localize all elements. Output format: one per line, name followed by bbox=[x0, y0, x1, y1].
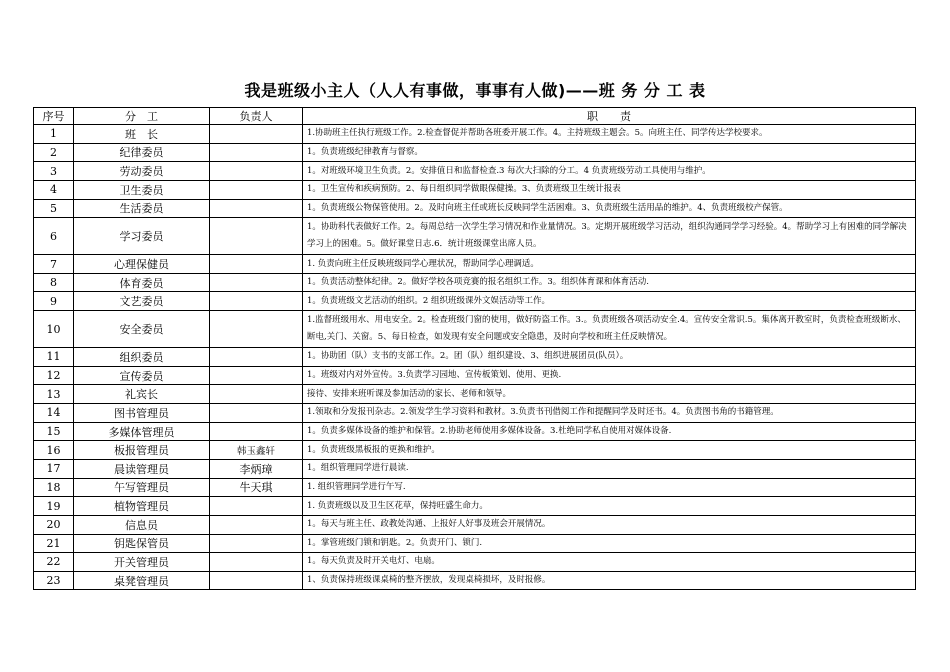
cell-duty: 1。负责班级纪律教育与督察。 bbox=[303, 143, 916, 162]
cell-role: 劳动委员 bbox=[74, 162, 210, 181]
cell-person bbox=[210, 348, 303, 367]
table-row bbox=[34, 478, 916, 497]
cell-person bbox=[210, 143, 303, 162]
cell-duty: 1。负责班级文艺活动的组织。2 组织班级课外文娱活动等工作。 bbox=[303, 292, 916, 311]
cell-person bbox=[210, 311, 303, 348]
cell-duty: 1。每天与班主任、政教处沟通、上报好人好事及班会开展情况。 bbox=[303, 515, 916, 534]
cell-role: 植物管理员 bbox=[74, 497, 210, 516]
cell-person: 李炳璋 bbox=[210, 459, 303, 478]
cell-person bbox=[210, 534, 303, 553]
cell-role: 图书管理员 bbox=[74, 404, 210, 423]
table-row bbox=[34, 180, 916, 199]
table-header-row bbox=[34, 108, 916, 125]
cell-role: 礼宾长 bbox=[74, 385, 210, 404]
cell-role: 钥匙保管员 bbox=[74, 534, 210, 553]
cell-duty: 1。负责班级黑板报的更换和维护。 bbox=[303, 441, 916, 460]
cell-role: 多媒体管理员 bbox=[74, 422, 210, 441]
table-row bbox=[34, 571, 916, 590]
cell-no: 1 bbox=[34, 125, 74, 144]
cell-duty: 1。掌管班级门锁和钥匙。2。负责开门、锁门. bbox=[303, 534, 916, 553]
cell-person bbox=[210, 292, 303, 311]
cell-no: 10 bbox=[34, 311, 74, 348]
header-role: 分 工 bbox=[74, 108, 210, 125]
cell-person bbox=[210, 255, 303, 274]
cell-no: 22 bbox=[34, 553, 74, 572]
cell-no: 19 bbox=[34, 497, 74, 516]
table-row bbox=[34, 218, 916, 255]
header-no: 序号 bbox=[34, 108, 74, 125]
cell-person bbox=[210, 273, 303, 292]
cell-duty: 1。班级对内对外宣传。3.负责学习园地、宣传板策划、使用、更换. bbox=[303, 366, 916, 385]
table-row bbox=[34, 459, 916, 478]
document-title: 我是班级小主人（人人有事做，事事有人做)——班 务 分 工 表 bbox=[244, 81, 706, 100]
cell-person bbox=[210, 385, 303, 404]
cell-role: 板报管理员 bbox=[74, 441, 210, 460]
cell-role: 生活委员 bbox=[74, 199, 210, 218]
cell-role: 学习委员 bbox=[74, 218, 210, 255]
cell-person bbox=[210, 125, 303, 144]
table-row bbox=[34, 311, 916, 348]
cell-role: 安全委员 bbox=[74, 311, 210, 348]
table-row bbox=[34, 143, 916, 162]
cell-no: 4 bbox=[34, 180, 74, 199]
cell-no: 20 bbox=[34, 515, 74, 534]
cell-duty: 1.协助班主任执行班级工作。2.检查督促并帮助各班委开展工作。4。主持班级主题会。5。向班主任、同学传达学校要求。 bbox=[303, 125, 916, 144]
cell-role: 班 长 bbox=[74, 125, 210, 144]
table-row bbox=[34, 162, 916, 181]
cell-no: 16 bbox=[34, 441, 74, 460]
table-row bbox=[34, 497, 916, 516]
table-row bbox=[34, 348, 916, 367]
table-row bbox=[34, 199, 916, 218]
cell-duty: 1。负责班级公物保管使用。2。及时向班主任或班长反映同学生活困难。3、负责班级生活用品的维护。4、负责班级校产保管。 bbox=[303, 199, 916, 218]
cell-person bbox=[210, 404, 303, 423]
cell-role: 午写管理员 bbox=[74, 478, 210, 497]
cell-duty: 接待、安排来班听课及参加活动的家长、老师和领导。 bbox=[303, 385, 916, 404]
cell-person bbox=[210, 422, 303, 441]
cell-role: 心理保健员 bbox=[74, 255, 210, 274]
cell-role: 开关管理员 bbox=[74, 553, 210, 572]
table-row bbox=[34, 404, 916, 423]
table-row bbox=[34, 255, 916, 274]
cell-role: 纪律委员 bbox=[74, 143, 210, 162]
table-row bbox=[34, 366, 916, 385]
cell-role: 桌凳管理员 bbox=[74, 571, 210, 590]
cell-person bbox=[210, 162, 303, 181]
cell-duty: 1。每天负责及时开关电灯、电扇。 bbox=[303, 553, 916, 572]
cell-duty: 1. 负责班级以及卫生区花草，保持旺盛生命力。 bbox=[303, 497, 916, 516]
cell-role: 体育委员 bbox=[74, 273, 210, 292]
cell-duty: 1。组织管理同学进行晨读. bbox=[303, 459, 916, 478]
cell-role: 组织委员 bbox=[74, 348, 210, 367]
cell-duty: 1。协助科代表做好工作。2。每周总结一次学生学习情况和作业量情况。3。定期开展班级学习活动，组织沟通同学学习经验。4。帮助学习上有困难的同学解决学习上的困难。5。做好课堂日志.6．统计班级课堂出席人员。 bbox=[303, 218, 916, 255]
cell-no: 13 bbox=[34, 385, 74, 404]
duty-table bbox=[33, 107, 916, 590]
cell-person bbox=[210, 366, 303, 385]
table-row bbox=[34, 385, 916, 404]
cell-no: 18 bbox=[34, 478, 74, 497]
cell-person bbox=[210, 218, 303, 255]
table-row bbox=[34, 273, 916, 292]
header-duty: 职 责 bbox=[303, 108, 916, 125]
cell-duty: 1.监督班级用水、用电安全。2。检查班级门窗的使用，做好防盗工作。3.。负责班级各项活动安全.4。宣传安全常识.5。集体离开教室时，负责检查班级断水、断电,关门、关窗。5、每日检查，如发现有安全问题或安全隐患，及时向学校和班主任反映情况。 bbox=[303, 311, 916, 348]
cell-no: 23 bbox=[34, 571, 74, 590]
cell-person bbox=[210, 571, 303, 590]
cell-no: 14 bbox=[34, 404, 74, 423]
cell-duty: 1.领取和分发报刊杂志。2.领发学生学习资料和教材。3.负责书刊借阅工作和提醒同学及时还书。4。负责图书角的书籍管理。 bbox=[303, 404, 916, 423]
cell-duty: 1。协助团（队）支书的支部工作。2。团（队）组织建设、3、组织进展团员(队员）。 bbox=[303, 348, 916, 367]
cell-duty: 1。卫生宣传和疾病预防。2、每日组织同学做眼保健操。3、负责班级卫生统计报表 bbox=[303, 180, 916, 199]
cell-no: 17 bbox=[34, 459, 74, 478]
table-row bbox=[34, 292, 916, 311]
cell-duty: 1。负责活动整体纪律。2。做好学校各项竞赛的报名组织工作。3。组织体育课和体育活动. bbox=[303, 273, 916, 292]
cell-person: 牛天琪 bbox=[210, 478, 303, 497]
cell-no: 8 bbox=[34, 273, 74, 292]
cell-duty: 1. 负责向班主任反映班级同学心理状况，帮助同学心理调适。 bbox=[303, 255, 916, 274]
cell-person bbox=[210, 497, 303, 516]
cell-duty: 1。负责多媒体设备的维护和保管。2.协助老师使用多媒体设备。3.杜绝同学私自使用对媒体设备. bbox=[303, 422, 916, 441]
cell-no: 11 bbox=[34, 348, 74, 367]
table-row bbox=[34, 515, 916, 534]
table-row bbox=[34, 422, 916, 441]
cell-no: 6 bbox=[34, 218, 74, 255]
cell-role: 卫生委员 bbox=[74, 180, 210, 199]
cell-person bbox=[210, 199, 303, 218]
table-row bbox=[34, 534, 916, 553]
header-person: 负责人 bbox=[210, 108, 303, 125]
cell-role: 晨读管理员 bbox=[74, 459, 210, 478]
cell-no: 2 bbox=[34, 143, 74, 162]
cell-no: 15 bbox=[34, 422, 74, 441]
cell-person: 韩玉鑫轩 bbox=[210, 441, 303, 460]
cell-role: 宣传委员 bbox=[74, 366, 210, 385]
table-row bbox=[34, 441, 916, 460]
cell-no: 12 bbox=[34, 366, 74, 385]
table-row bbox=[34, 553, 916, 572]
cell-person bbox=[210, 553, 303, 572]
cell-no: 21 bbox=[34, 534, 74, 553]
cell-role: 信息员 bbox=[74, 515, 210, 534]
cell-no: 7 bbox=[34, 255, 74, 274]
cell-duty: 1. 组织管理同学进行午写. bbox=[303, 478, 916, 497]
cell-person bbox=[210, 515, 303, 534]
cell-person bbox=[210, 180, 303, 199]
cell-duty: 1。对班级环境卫生负责。2。安排值日和监督检查.3 每次大扫除的分工。4 负责班级劳动工具使用与维护。 bbox=[303, 162, 916, 181]
cell-no: 9 bbox=[34, 292, 74, 311]
cell-no: 3 bbox=[34, 162, 74, 181]
cell-no: 5 bbox=[34, 199, 74, 218]
cell-role: 文艺委员 bbox=[74, 292, 210, 311]
table-row bbox=[34, 125, 916, 144]
cell-duty: 1、负责保持班级课桌椅的整齐摆放，发现桌椅损坏，及时报修。 bbox=[303, 571, 916, 590]
